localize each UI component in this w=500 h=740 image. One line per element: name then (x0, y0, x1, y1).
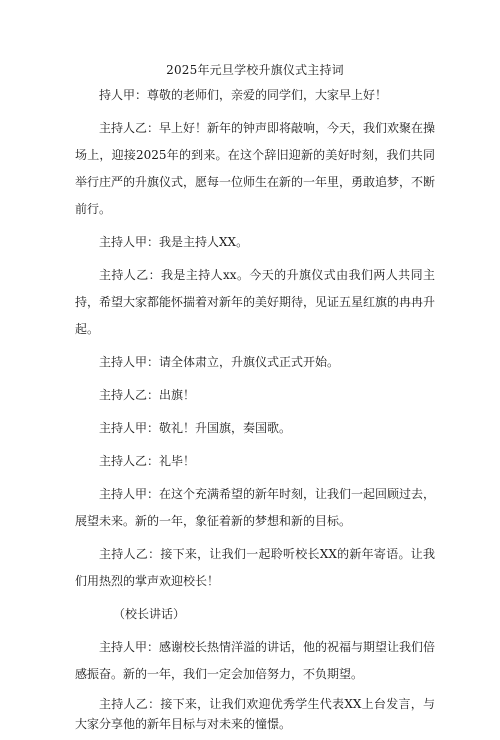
paragraph-intro-a: 主持人甲：我是主持人XX。 (99, 235, 249, 249)
document-page (75, 60, 435, 740)
paragraph-principal-intro: 主持人乙：接下来，让我们一起聆听校长XX的新年寄语。让我们用热烈的掌声欢迎校长！ (75, 547, 435, 588)
paragraph-opening-b: 主持人乙：早上好！新年的钟声即将敲响，今天，我们欢聚在操场上，迎接2025年的到来。在这个辞旧迎新的美好时刻，我们共同举行庄严的升旗仪式，愿每一位师生在新的一年里，勇敢追梦，不断前行。 (75, 121, 436, 216)
paragraph-thanks-principal: 主持人甲：感谢校长热情洋溢的讲话，他的祝福与期望让我们倍感振奋。新的一年，我们一定会加倍努力，不负期望。 (75, 640, 436, 681)
paragraph-flag-out: 主持人乙：出旗！ (99, 388, 196, 402)
paragraph-greeting-a: 持人甲：尊敬的老师们，亲爱的同学们，大家早上好！ (99, 88, 388, 102)
paragraph-new-year-hope: 主持人甲：在这个充满希望的新年时刻，让我们一起回顾过去，展望未来。新的一年，象征着新的梦想和新的目标。 (75, 487, 436, 528)
paragraph-start-ceremony: 主持人甲：请全体肃立，升旗仪式正式开始。 (99, 355, 340, 369)
paragraph-intro-b: 主持人乙：我是主持人xx。今天的升旗仪式由我们两人共同主持，希望大家都能怀揣着对新年的美好期待，见证五星红旗的冉冉升起。 (75, 268, 436, 336)
paragraph-salute: 主持人甲：敬礼！升国旗，奏国歌。 (99, 421, 292, 435)
document-title: 2025年元旦学校升旗仪式主持词 (166, 63, 344, 77)
paragraph-principal-speech-note: （校长讲话） (113, 607, 186, 621)
paragraph-student-rep-intro: 主持人乙：接下来，让我们欢迎优秀学生代表XX上台发言，与大家分享他的新年目标与对未来的憧憬。 (75, 697, 435, 731)
paragraph-salute-end: 主持人乙：礼毕！ (99, 454, 196, 468)
